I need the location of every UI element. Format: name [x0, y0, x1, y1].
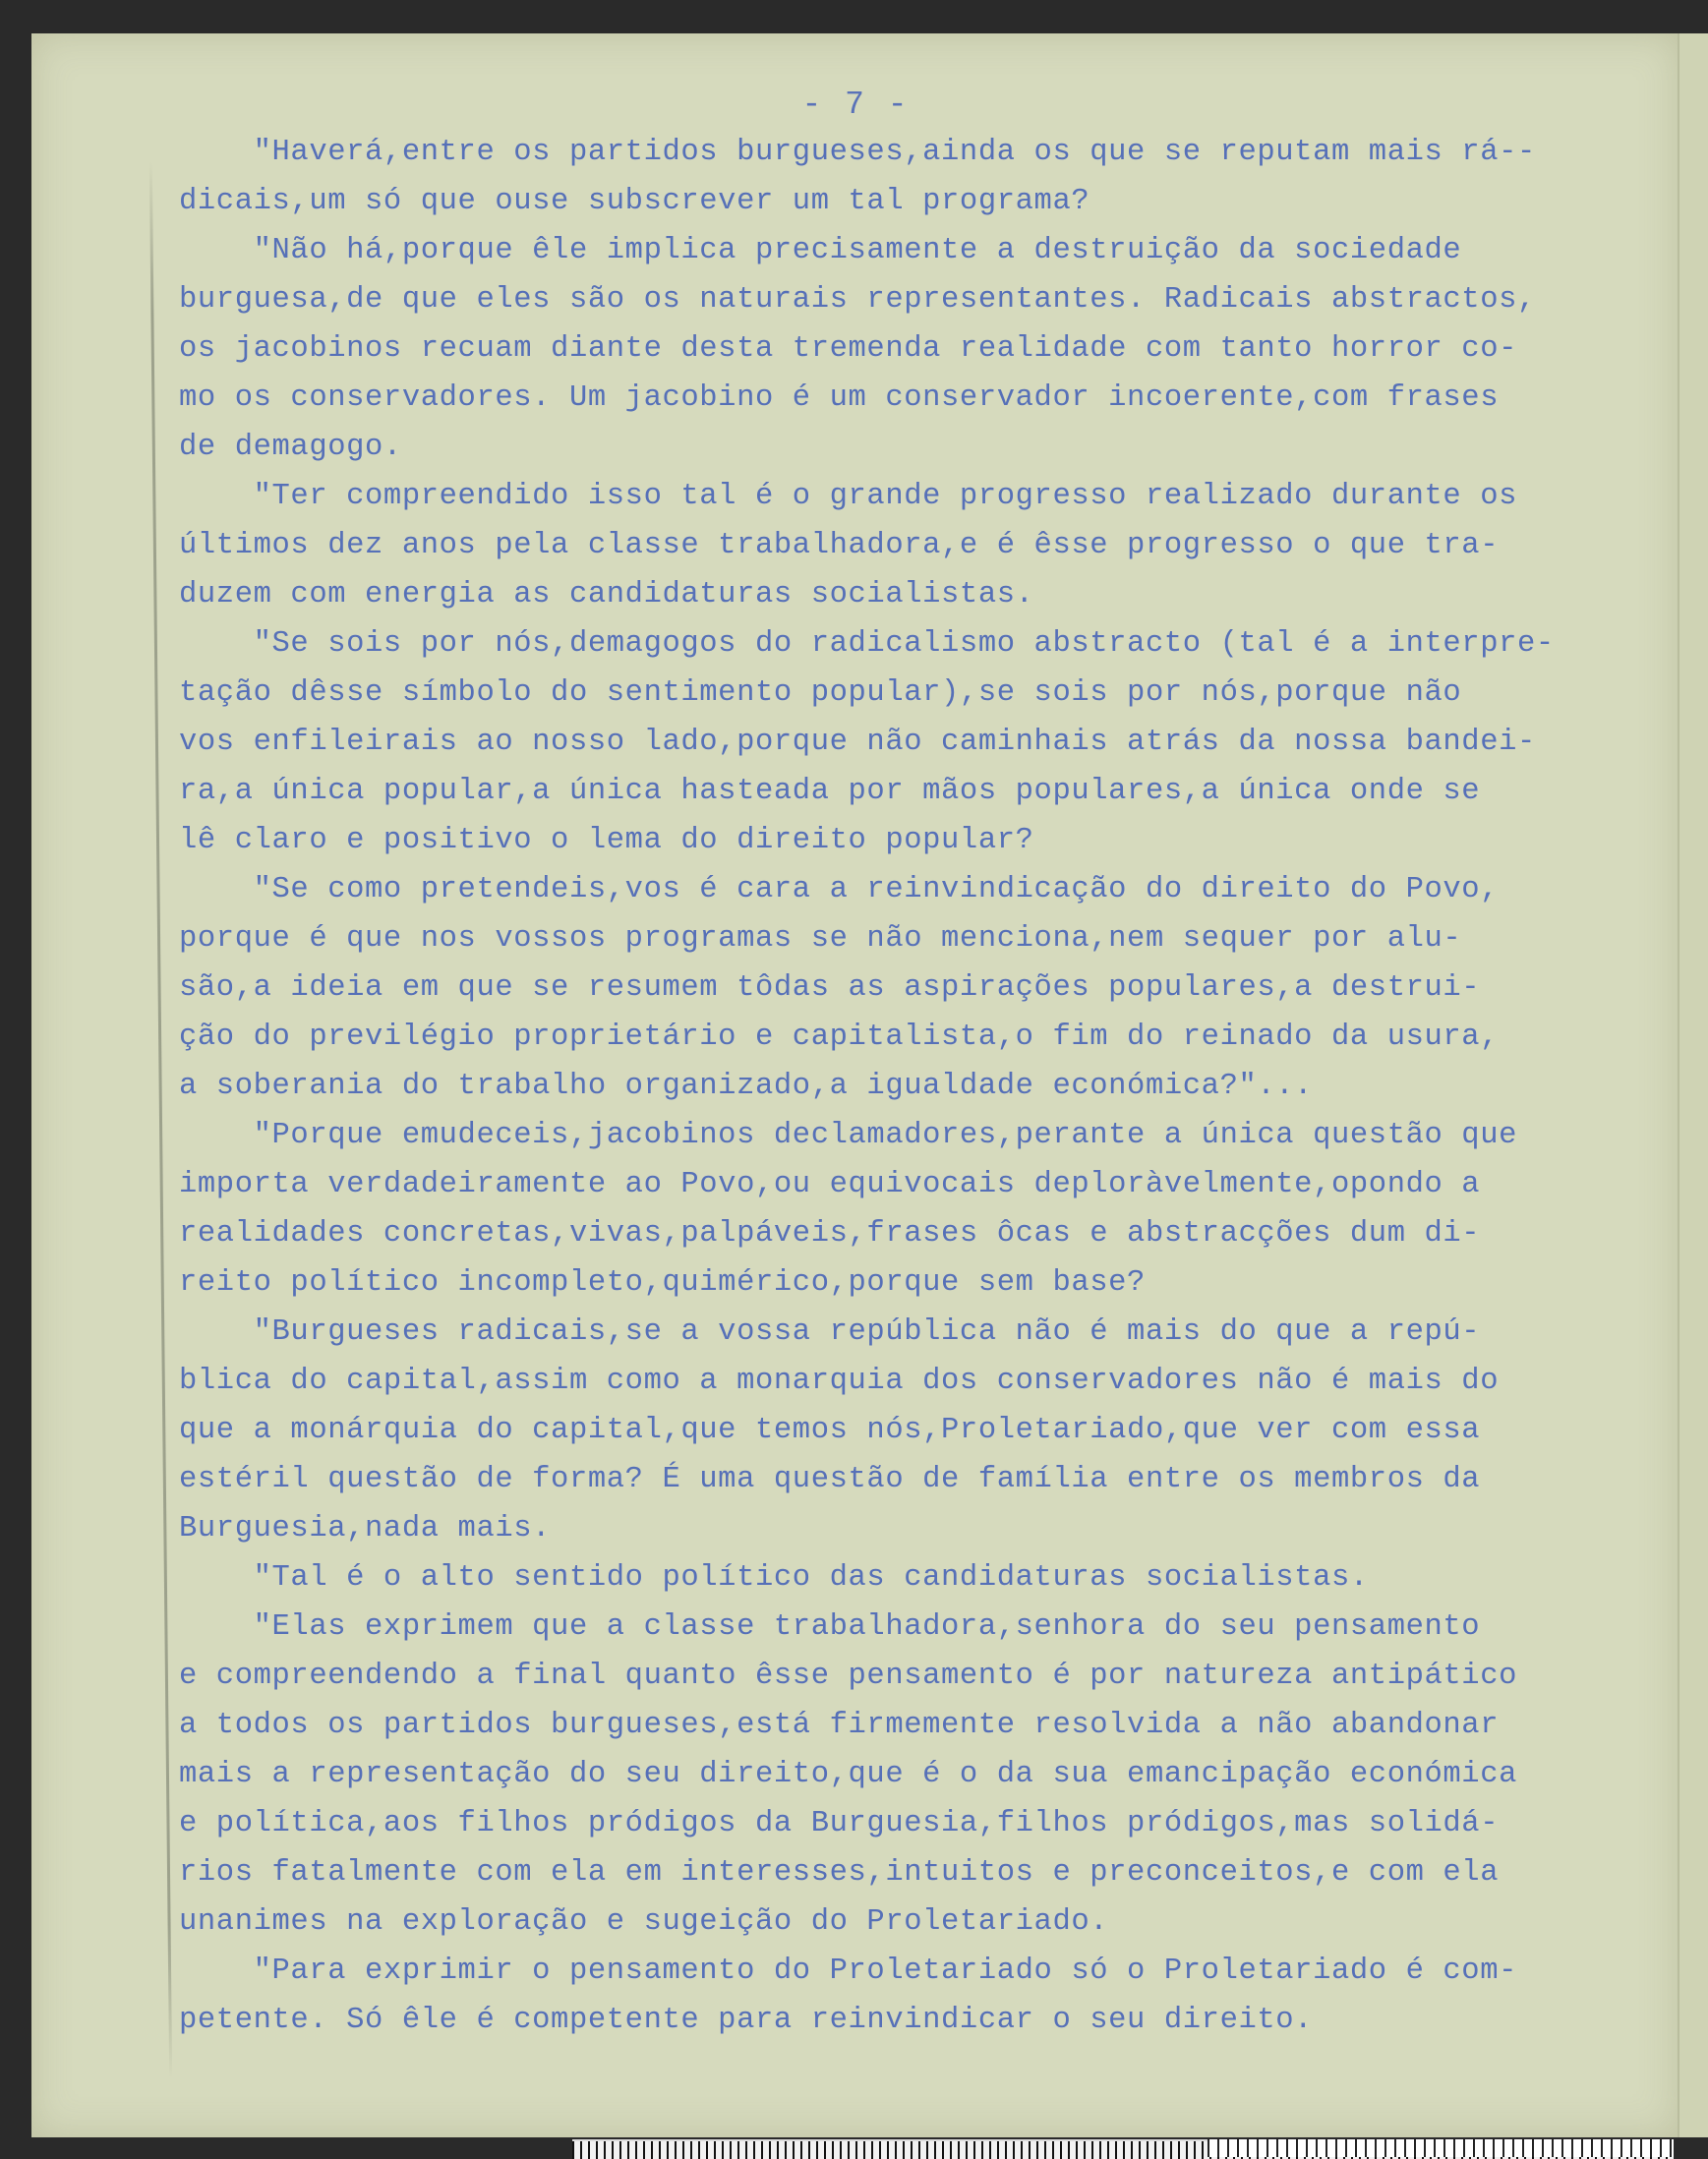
- text-line: "Ter compreendido isso tal é o grande progresso realizado durante os: [179, 480, 1518, 513]
- text-line: e política,aos filhos pródigos da Burguesia,filhos pródigos,mas solidá-: [179, 1807, 1500, 1840]
- text-line: reito político incompleto,quimérico,porque sem base?: [179, 1266, 1146, 1300]
- page-number: - 7 -: [801, 87, 910, 123]
- page-fold-edge: [1678, 33, 1708, 2137]
- text-line: estéril questão de forma? É uma questão de família entre os membros da: [179, 1463, 1481, 1496]
- text-line: unanimes na exploração e sugeição do Proletariado.: [179, 1905, 1109, 1939]
- text-line: de demagogo.: [179, 431, 402, 464]
- margin-pencil-line: [149, 161, 172, 2078]
- scale-ruler-white-section: [1207, 2139, 1674, 2157]
- text-line: lê claro e positivo o lema do direito popular?: [179, 824, 1034, 857]
- text-line: os jacobinos recuam diante desta tremenda realidade com tanto horror co-: [179, 332, 1518, 366]
- text-line: que a monárquia do capital,que temos nós,Proletariado,que ver com essa: [179, 1414, 1481, 1447]
- text-line: rios fatalmente com ela em interesses,intuitos e preconceitos,e com ela: [179, 1856, 1500, 1890]
- text-line: burguesa,de que eles são os naturais representantes. Radicais abstractos,: [179, 283, 1536, 317]
- text-line: "Tal é o alto sentido político das candidaturas socialistas.: [179, 1561, 1369, 1595]
- typewritten-text: [179, 128, 1654, 2045]
- text-line: tação dêsse símbolo do sentimento popular),se sois por nós,porque não: [179, 676, 1462, 710]
- text-line: a todos os partidos burgueses,está firmemente resolvida a não abandonar: [179, 1709, 1500, 1742]
- text-line: realidades concretas,vivas,palpáveis,frases ôcas e abstracções dum di-: [179, 1217, 1481, 1251]
- text-line: últimos dez anos pela classe trabalhadora,e é êsse progresso o que tra-: [179, 529, 1500, 562]
- text-line: a soberania do trabalho organizado,a igualdade económica?"...: [179, 1070, 1314, 1103]
- text-line: "Se sois por nós,demagogos do radicalismo abstracto (tal é a interpre-: [179, 627, 1555, 661]
- text-line: e compreendendo a final quanto êsse pensamento é por natureza antipático: [179, 1660, 1518, 1693]
- document-page: [31, 33, 1679, 2137]
- text-line: importa verdadeiramente ao Povo,ou equivocais deploràvelmente,opondo a: [179, 1168, 1481, 1201]
- text-line: "Porque emudeceis,jacobinos declamadores,perante a única questão que: [179, 1119, 1518, 1152]
- text-line: "Elas exprimem que a classe trabalhadora,senhora do seu pensamento: [179, 1610, 1481, 1644]
- text-line: petente. Só êle é competente para reinvindicar o seu direito.: [179, 2004, 1314, 2037]
- text-line: são,a ideia em que se resumem tôdas as aspirações populares,a destrui-: [179, 971, 1481, 1005]
- text-line: "Se como pretendeis,vos é cara a reinvindicação do direito do Povo,: [179, 873, 1500, 906]
- text-line: ção do previlégio proprietário e capitalista,o fim do reinado da usura,: [179, 1021, 1500, 1054]
- text-line: ra,a única popular,a única hasteada por mãos populares,a única onde se: [179, 775, 1481, 808]
- text-line: "Não há,porque êle implica precisamente a destruição da sociedade: [179, 234, 1462, 267]
- text-line: mo os conservadores. Um jacobino é um conservador incoerente,com frases: [179, 381, 1500, 415]
- text-line: "Haverá,entre os partidos burgueses,ainda os que se reputam mais rá--: [179, 136, 1536, 169]
- text-line: duzem com energia as candidaturas socialistas.: [179, 578, 1034, 612]
- text-line: Burguesia,nada mais.: [179, 1512, 552, 1546]
- text-line: blica do capital,assim como a monarquia dos conservadores não é mais do: [179, 1365, 1500, 1398]
- text-line: "Burgueses radicais,se a vossa república não é mais do que a repú-: [179, 1315, 1481, 1349]
- text-line: porque é que nos vossos programas se não menciona,nem sequer por alu-: [179, 922, 1462, 956]
- text-line: vos enfileirais ao nosso lado,porque não caminhais atrás da nossa bandei-: [179, 726, 1536, 759]
- text-line: mais a representação do seu direito,que é o da sua emancipação económica: [179, 1758, 1518, 1791]
- text-line: dicais,um só que ouse subscrever um tal programa?: [179, 185, 1090, 218]
- text-line: "Para exprimir o pensamento do Proletariado só o Proletariado é com-: [179, 1955, 1518, 1988]
